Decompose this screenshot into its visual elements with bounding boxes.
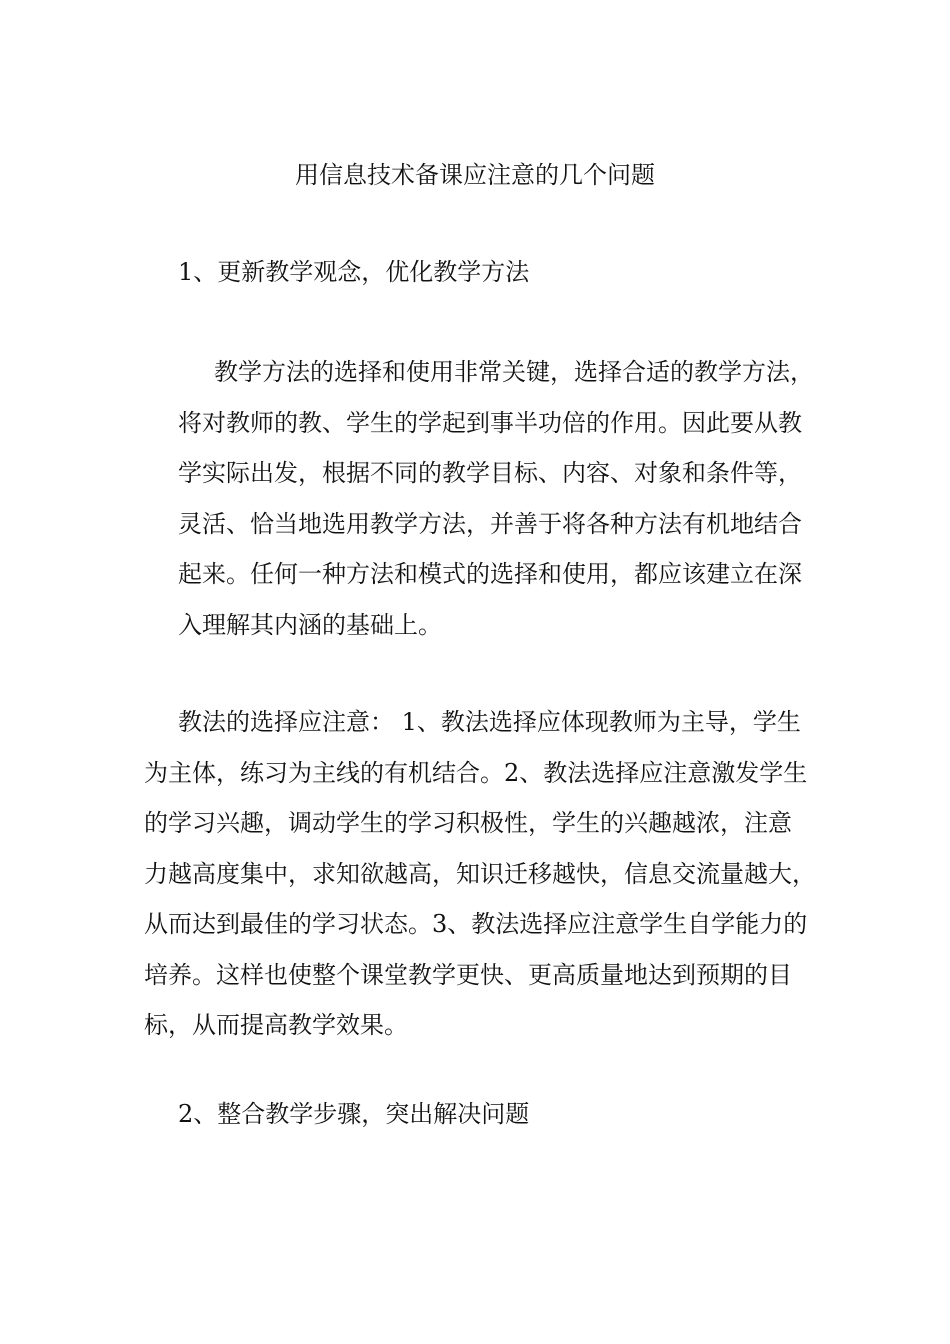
paragraph-line: 学实际出发，根据不同的教学目标、内容、对象和条件等， xyxy=(178,459,802,487)
paragraph-line: 教学方法的选择和使用非常关键，选择合适的教学方法， xyxy=(214,358,814,386)
paragraph-line: 从而达到最佳的学习状态。3、教法选择应注意学生自学能力的 xyxy=(144,910,808,938)
paragraph-line: 将对教师的教、学生的学起到事半功倍的作用。因此要从教 xyxy=(178,408,802,437)
paragraph-teaching-methods xyxy=(178,347,818,650)
paragraph-line: 培养。这样也使整个课堂教学更快、更高质量地达到预期的目 xyxy=(144,960,792,989)
paragraph-line: 入理解其内涵的基础上。 xyxy=(178,610,442,639)
paragraph-line: 的学习兴趣，调动学生的学习积极性，学生的兴趣越浓，注意 xyxy=(144,809,792,837)
paragraph-line: 起来。任何一种方法和模式的选择和使用，都应该建立在深 xyxy=(178,560,802,588)
paragraph-method-selection-notes xyxy=(144,697,824,1051)
paragraph-line: 灵活、恰当地选用教学方法，并善于将各种方法有机地结合 xyxy=(178,509,802,538)
paragraph-line: 力越高度集中，求知欲越高，知识迁移越快，信息交流量越大， xyxy=(144,859,816,888)
paragraph-line: 标，从而提高教学效果。 xyxy=(144,1011,408,1039)
document-title: 用信息技术备课应注意的几个问题 xyxy=(295,161,655,189)
section-heading-2: 2、整合教学步骤，突出解决问题 xyxy=(178,1100,530,1128)
paragraph-line: 教法的选择应注意： 1、教法选择应体现教师为主导，学生 xyxy=(178,708,801,736)
paragraph-line: 为主体，练习为主线的有机结合。2、教法选择应注意激发学生 xyxy=(144,758,808,787)
section-heading-1: 1、更新教学观念，优化教学方法 xyxy=(178,258,530,286)
